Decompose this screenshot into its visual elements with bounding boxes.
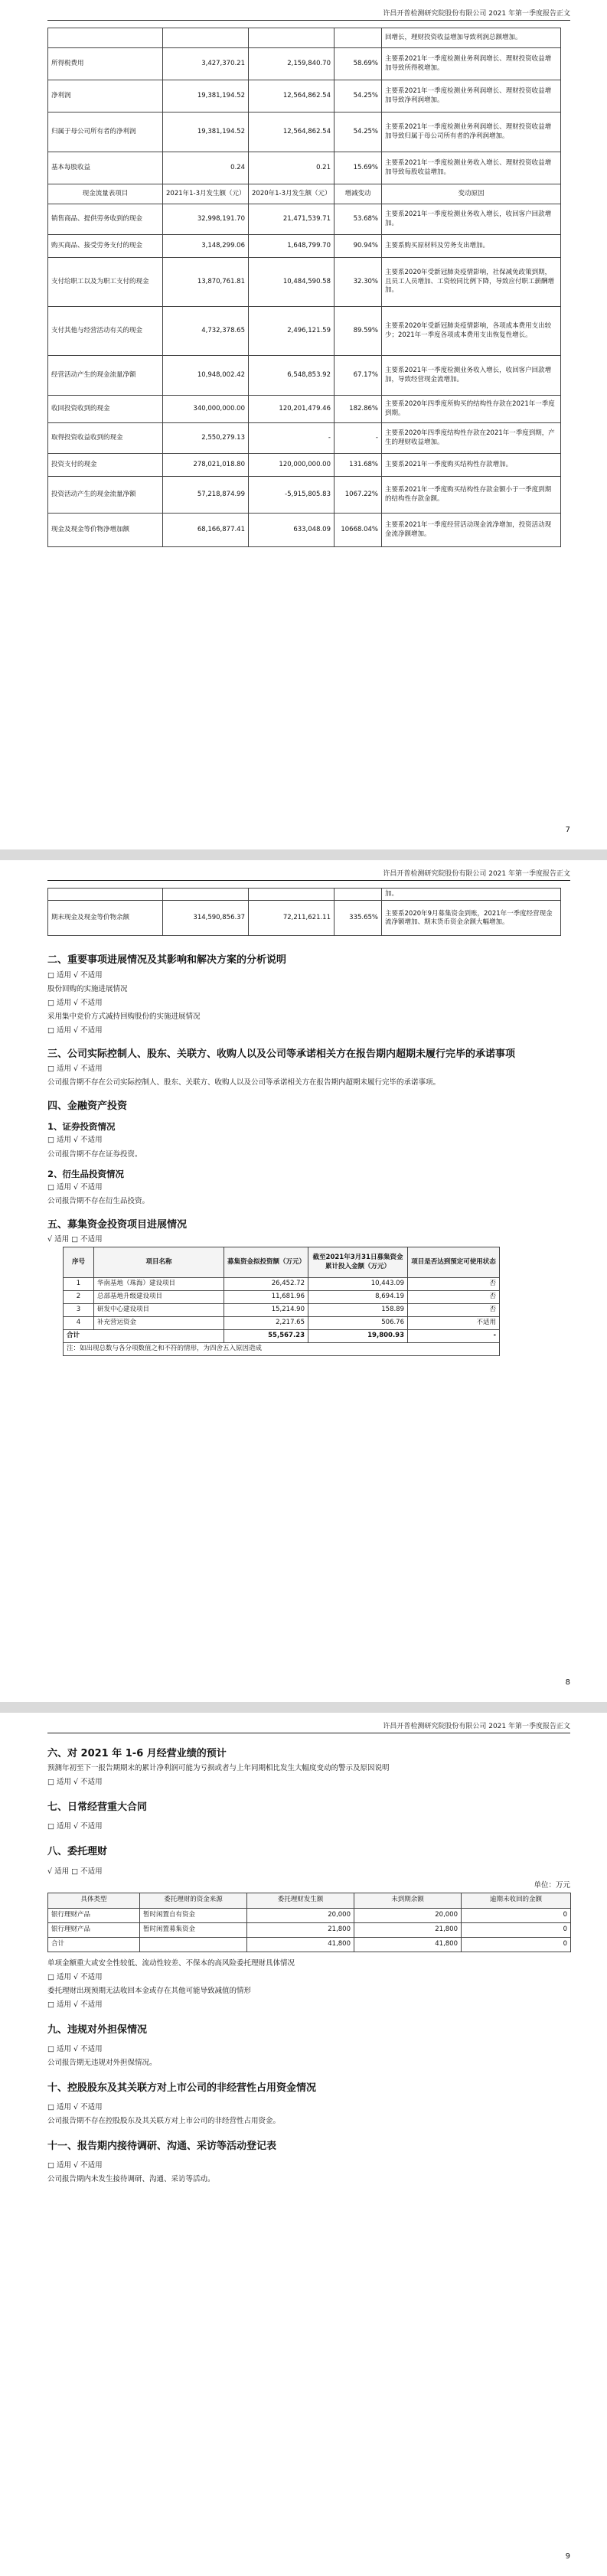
cell-planned-amount: 55,567.23 — [224, 1330, 308, 1343]
page-7 — [0, 0, 607, 849]
cell-cumulative-amount: 19,800.93 — [308, 1330, 408, 1343]
table-cell-reason: 主要系2021年一季度检测业务收入增长，收回客户回款增加。 — [382, 204, 561, 235]
applicability-radio: □ 适用 √ 不适用 — [47, 1182, 103, 1192]
table-cell-current: 68,166,877.41 — [163, 514, 249, 547]
table-cell-item: 投资支付的现金 — [48, 454, 163, 477]
cash-flow-header-row — [48, 184, 561, 204]
table-row — [64, 1278, 500, 1291]
page-number: 9 — [565, 2552, 570, 2561]
applicability-radio: □ 适用 √ 不适用 — [47, 2161, 103, 2170]
table-cell-item: 归属于母公司所有者的净利润 — [48, 112, 163, 152]
subsection-title: 2、衍生品投资情况 — [47, 1168, 125, 1179]
section-5-title: 五、募集资金投资项目进展情况 — [47, 1218, 188, 1231]
table-cell-previous: 10,484,590.58 — [249, 258, 335, 307]
cell-overdue: 0 — [462, 1922, 571, 1937]
table-cell-reason: 主要系2020年9月募集资金到账，2021年一季度经营现金流净额增加、期末货币资金余额大幅增加。 — [382, 901, 561, 936]
table-cell-item: 现金及现金等价物净增加额 — [48, 514, 163, 547]
cell-no: 3 — [64, 1304, 94, 1317]
table-cell-reason: 主要系2021年一季度检测业务收入增长，收回客户回款增加，导致经营现金流增加。 — [382, 356, 561, 396]
cell-cumulative-amount: 158.89 — [308, 1304, 408, 1317]
table-cell-reason: 回增长，理财投资收益增加导致利润总额增加。 — [382, 28, 561, 48]
table-cell-reason: 加。 — [382, 889, 561, 901]
table-cell-reason: 主要系2020年受新冠肺炎疫情影响，各项成本费用支出较少；2021年一季度各项成本费用支出恢复性增长。 — [382, 307, 561, 356]
text-line: 公司报告期不存在公司实际控制人、股东、关联方、收购人以及公司等承诺相关方在报告期内超期未履行完毕的承诺事项。 — [47, 1078, 441, 1087]
cell-type: 银行理财产品 — [48, 1922, 140, 1937]
table-cell-item: 支付给职工以及为职工支付的现金 — [48, 258, 163, 307]
applicability-radio: □ 适用 √ 不适用 — [47, 1136, 103, 1145]
table-cell-item: 支付其他与经营活动有关的现金 — [48, 307, 163, 356]
income-change-table — [47, 28, 561, 547]
table-cell-current: 13,870,761.81 — [163, 258, 249, 307]
unit-label: 单位：万元 — [534, 1880, 570, 1890]
section-3-title: 三、公司实际控制人、股东、关联方、收购人以及公司等承诺相关方在报告期内超期未履行完毕的承诺事项 — [47, 1048, 516, 1060]
table-row — [48, 48, 561, 80]
fund-project-table — [63, 1247, 500, 1355]
column-header: 序号 — [64, 1247, 94, 1278]
table-cell-previous: 2,496,121.59 — [249, 307, 335, 356]
table-cell-change: 54.25% — [335, 112, 382, 152]
cell-empty — [163, 889, 249, 901]
cell-cumulative-amount: 506.76 — [308, 1317, 408, 1330]
cell-planned-amount: 26,452.72 — [224, 1278, 308, 1291]
table-cell-previous: 633,048.09 — [249, 514, 335, 547]
table-cell-item: 期末现金及现金等价物余额 — [48, 901, 163, 936]
cell-total-label: 合计 — [48, 1937, 140, 1952]
table-cell-change: 1067.22% — [335, 477, 382, 514]
cell-balance: 21,800 — [354, 1922, 462, 1937]
table-cell-reason: 主要系2021年一季度检测业务利润增长、理财投资收益增加导致归属于母公司所有者的净利润增加。 — [382, 112, 561, 152]
table-cell-item: 销售商品、提供劳务收到的现金 — [48, 204, 163, 235]
total-row — [48, 1937, 571, 1952]
column-header: 具体类型 — [48, 1893, 140, 1908]
table-cell-previous: -5,915,805.83 — [249, 477, 335, 514]
page-header: 许昌开普检测研究院股份有限公司 2021 年第一季度报告正文 — [383, 870, 570, 878]
section-8-title: 八、委托理财 — [47, 1846, 108, 1858]
table-cell-item: 经营活动产生的现金流量净额 — [48, 356, 163, 396]
applicability-radio: □ 适用 √ 不适用 — [47, 1778, 103, 1787]
section-9-title: 九、违规对外担保情况 — [47, 2023, 148, 2036]
cell-empty — [140, 1937, 247, 1952]
table-cell-change: 67.17% — [335, 356, 382, 396]
text-line: 公司报告期不存在证券投资。 — [47, 1149, 142, 1159]
cell-overdue: 0 — [462, 1937, 571, 1952]
wealth-management-table — [47, 1893, 571, 1952]
table-cell-reason: 主要系2021年一季度检测业务利润增长、理财投资收益增加导致净利润增加。 — [382, 80, 561, 112]
table-cell-change — [335, 28, 382, 48]
table-cell-item: 投资活动产生的现金流量净额 — [48, 477, 163, 514]
text-line: 采用集中竞价方式减持回购股份的实施进展情况 — [47, 1012, 201, 1021]
table-cell-item: 净利润 — [48, 80, 163, 112]
cell-project-name: 补充营运资金 — [94, 1317, 224, 1330]
cell-planned-amount: 11,681.96 — [224, 1291, 308, 1304]
table-row — [64, 1317, 500, 1330]
table-cell-reason: 主要系2020年四季度结构性存款在2021年一季度到期，产生的理财收益增加。 — [382, 423, 561, 454]
column-header: 逾期未收回的金额 — [462, 1893, 571, 1908]
applicability-radio: □ 适用 √ 不适用 — [47, 2000, 103, 2009]
applicability-radio: √ 适用 □ 不适用 — [47, 1867, 103, 1876]
table-row — [48, 396, 561, 423]
table-cell-reason: 主要系2020年四季度所购买的结构性存款在2021年一季度到期。 — [382, 396, 561, 423]
cell-type: 银行理财产品 — [48, 1908, 140, 1922]
cell-status: 不适用 — [408, 1317, 500, 1330]
cell-project-name: 总部基地升级建设项目 — [94, 1291, 224, 1304]
table-row — [48, 423, 561, 454]
table-cell-previous: 2,159,840.70 — [249, 48, 335, 80]
cell-project-name: 研发中心建设项目 — [94, 1304, 224, 1317]
cell-balance: 41,800 — [354, 1937, 462, 1952]
note-row — [64, 1343, 500, 1355]
table-row — [48, 1908, 571, 1922]
cell-planned-amount: 2,217.65 — [224, 1317, 308, 1330]
text-line: 单项金额重大或安全性较低、流动性较差、不保本的高风险委托理财具体情况 — [47, 1958, 295, 1968]
table-row — [64, 1291, 500, 1304]
cell-status: 否 — [408, 1291, 500, 1304]
header-rule — [47, 20, 570, 21]
column-header: 增减变动 — [335, 184, 382, 204]
table-row — [48, 454, 561, 477]
column-header: 募集资金拟投资额（万元） — [224, 1247, 308, 1278]
table-cell-reason: 主要系购买原材料及劳务支出增加。 — [382, 235, 561, 258]
column-header: 变动原因 — [382, 184, 561, 204]
section-2-title: 二、重要事项进展情况及其影响和解决方案的分析说明 — [47, 954, 287, 967]
section-10-title: 十、控股股东及其关联方对上市公司的非经营性占用资金情况 — [47, 2082, 317, 2095]
cell-balance: 20,000 — [354, 1908, 462, 1922]
applicability-radio: □ 适用 √ 不适用 — [47, 1972, 103, 1981]
page-header: 许昌开普检测研究院股份有限公司 2021 年第一季度报告正文 — [383, 10, 570, 18]
table-cell-previous: 12,564,862.54 — [249, 112, 335, 152]
table-cell-previous: 0.21 — [249, 152, 335, 184]
cell-no: 1 — [64, 1278, 94, 1291]
table-row — [48, 235, 561, 258]
table-cell-current: 340,000,000.00 — [163, 396, 249, 423]
cell-status: 否 — [408, 1304, 500, 1317]
column-header: 项目名称 — [94, 1247, 224, 1278]
table-cell-current: 32,998,191.70 — [163, 204, 249, 235]
page-number: 7 — [565, 826, 570, 834]
column-header: 委托理财的资金来源 — [140, 1893, 247, 1908]
cell-empty — [249, 889, 335, 901]
table-cell-current: 19,381,194.52 — [163, 112, 249, 152]
cell-cumulative-amount: 10,443.09 — [308, 1278, 408, 1291]
table-cell-item: 所得税费用 — [48, 48, 163, 80]
table-cell-current: 10,948,002.42 — [163, 356, 249, 396]
cell-cumulative-amount: 8,694.19 — [308, 1291, 408, 1304]
table-cell-current: 278,021,018.80 — [163, 454, 249, 477]
table-row — [48, 356, 561, 396]
section-4-title: 四、金融资产投资 — [47, 1101, 128, 1113]
text-line: 公司报告期无违规对外担保情况。 — [47, 2058, 157, 2067]
cell-amount: 20,000 — [247, 1908, 354, 1922]
applicability-radio: □ 适用 √ 不适用 — [47, 2103, 103, 2112]
text-line: 委托理财出现预期无法收回本金或存在其他可能导致减值的情形 — [47, 1986, 252, 1995]
text-line: 公司报告期内未发生接待调研、沟通、采访等活动。 — [47, 2175, 215, 2184]
applicability-radio: □ 适用 √ 不适用 — [47, 1822, 103, 1831]
table-cell-current: 4,732,378.65 — [163, 307, 249, 356]
table-cell-previous: - — [249, 423, 335, 454]
cell-source: 暂时闲置自有资金 — [140, 1908, 247, 1922]
column-header: 项目是否达到预定可使用状态 — [408, 1247, 500, 1278]
column-header: 2021年1-3月发生额（元） — [163, 184, 249, 204]
cell-status: - — [408, 1330, 500, 1343]
table-cell-previous: 120,000,000.00 — [249, 454, 335, 477]
cell-planned-amount: 15,214.90 — [224, 1304, 308, 1317]
column-header: 未到期余额 — [354, 1893, 462, 1908]
table-row — [48, 307, 561, 356]
applicability-radio: □ 适用 √ 不适用 — [47, 1026, 103, 1035]
applicability-radio: □ 适用 √ 不适用 — [47, 970, 103, 980]
section-6-title: 六、对 2021 年 1-6 月经营业绩的预计 — [47, 1748, 227, 1759]
table-row — [48, 1922, 571, 1937]
table-cell-change: 53.68% — [335, 204, 382, 235]
text-line: 公司报告期不存在控股股东及其关联方对上市公司的非经营性占用资金。 — [47, 2117, 281, 2126]
header-rule — [47, 880, 570, 881]
cell-source: 暂时闲置募集资金 — [140, 1922, 247, 1937]
page-header: 许昌开普检测研究院股份有限公司 2021 年第一季度报告正文 — [383, 1723, 570, 1730]
page-9 — [0, 1713, 607, 2576]
cell-status: 否 — [408, 1278, 500, 1291]
table-cell-item — [48, 28, 163, 48]
cell-overdue: 0 — [462, 1908, 571, 1922]
table-row — [48, 258, 561, 307]
cell-total-label: 合计 — [64, 1330, 224, 1343]
column-header: 截至2021年3月31日募集资金累计投入金额（万元） — [308, 1247, 408, 1278]
table-cell-reason: 主要系2021年一季度检测业务收入增长、理财投资收益增加导致每股收益增加。 — [382, 152, 561, 184]
table-cell-change: 90.94% — [335, 235, 382, 258]
table-cell-previous — [249, 28, 335, 48]
table-cell-change: 335.65% — [335, 901, 382, 936]
column-header: 2020年1-3月发生额（元） — [249, 184, 335, 204]
cell-amount: 21,800 — [247, 1922, 354, 1937]
cell-no: 2 — [64, 1291, 94, 1304]
table-cell-reason: 主要系2021年一季度购买结构性存款金额小于一季度到期的结构性存款金额。 — [382, 477, 561, 514]
table-cell-reason: 主要系2021年一季度购买结构性存款增加。 — [382, 454, 561, 477]
table-cell-current: 314,590,856.37 — [163, 901, 249, 936]
table-cell-change: 15.69% — [335, 152, 382, 184]
table-cell-current: 2,550,279.13 — [163, 423, 249, 454]
text-line: 公司报告期不存在衍生品投资。 — [47, 1196, 150, 1205]
page-8 — [0, 860, 607, 1702]
table-row — [48, 28, 561, 48]
table-cell-change: 58.69% — [335, 48, 382, 80]
table-row — [48, 152, 561, 184]
table-cell-reason: 主要系2020年受新冠肺炎疫情影响，社保减免政策到期，且员工人员增加、工资较同比例下降，导致应付职工薪酬增加。 — [382, 258, 561, 307]
table-row — [48, 80, 561, 112]
applicability-radio: √ 适用 □ 不适用 — [47, 1235, 103, 1244]
table-cell-current: 0.24 — [163, 152, 249, 184]
cell-no: 4 — [64, 1317, 94, 1330]
table-cell-item: 取得投资收益收到的现金 — [48, 423, 163, 454]
applicability-radio: □ 适用 √ 不适用 — [47, 998, 103, 1007]
table-row — [48, 477, 561, 514]
cell-empty — [335, 889, 382, 901]
table-cell-current — [163, 28, 249, 48]
total-row — [64, 1330, 500, 1343]
table-row — [64, 1304, 500, 1317]
page-number: 8 — [565, 1678, 570, 1687]
text-line: 预测年初至下一报告期期末的累计净利润可能为亏损或者与上年同期相比发生大幅度变动的警示及原因说明 — [47, 1764, 390, 1773]
table-cell-item: 购买商品、接受劳务支付的现金 — [48, 235, 163, 258]
table-cell-previous: 72,211,621.11 — [249, 901, 335, 936]
table-cell-change: - — [335, 423, 382, 454]
table-cell-item: 收回投资收到的现金 — [48, 396, 163, 423]
table-cell-change: 182.86% — [335, 396, 382, 423]
table-cell-previous: 6,548,853.92 — [249, 356, 335, 396]
text-line: 股份回购的实施进展情况 — [47, 984, 128, 993]
table-cell-change: 54.25% — [335, 80, 382, 112]
table-row — [48, 514, 561, 547]
section-7-title: 七、日常经营重大合同 — [47, 1802, 148, 1814]
cell-project-name: 华南基地（珠海）建设项目 — [94, 1278, 224, 1291]
table-cell-previous: 12,564,862.54 — [249, 80, 335, 112]
column-header: 委托理财发生额 — [247, 1893, 354, 1908]
table-cell-reason: 主要系2021年一季度经营活动现金流净增加，投资活动现金流净额增加。 — [382, 514, 561, 547]
table-row — [48, 112, 561, 152]
table-cell-previous: 21,471,539.71 — [249, 204, 335, 235]
table-row — [48, 204, 561, 235]
table-cell-current: 19,381,194.52 — [163, 80, 249, 112]
applicability-radio: □ 适用 √ 不适用 — [47, 2044, 103, 2053]
cash-flow-table-continued — [47, 888, 561, 936]
table-cell-previous: 1,648,799.70 — [249, 235, 335, 258]
cell-empty — [48, 889, 163, 901]
table-cell-change: 131.68% — [335, 454, 382, 477]
table-cell-item: 基本每股收益 — [48, 152, 163, 184]
table-cell-change: 32.30% — [335, 258, 382, 307]
cell-amount: 41,800 — [247, 1937, 354, 1952]
column-header: 现金流量表项目 — [48, 184, 163, 204]
table-cell-previous: 120,201,479.46 — [249, 396, 335, 423]
section-11-title: 十一、报告期内接待调研、沟通、采访等活动登记表 — [47, 2141, 277, 2153]
applicability-radio: □ 适用 √ 不适用 — [47, 1064, 103, 1073]
table-cell-reason: 主要系2021年一季度检测业务利润增长、理财投资收益增加导致所得税增加。 — [382, 48, 561, 80]
table-note: 注：如出现总数与各分项数值之和不符的情形，为四舍五入原因造成 — [64, 1343, 500, 1355]
table-cell-change: 89.59% — [335, 307, 382, 356]
table-cell-current: 3,148,299.06 — [163, 235, 249, 258]
table-cell-change: 10668.04% — [335, 514, 382, 547]
table-cell-current: 57,218,874.99 — [163, 477, 249, 514]
subsection-title: 1、证券投资情况 — [47, 1121, 116, 1133]
table-cell-current: 3,427,370.21 — [163, 48, 249, 80]
